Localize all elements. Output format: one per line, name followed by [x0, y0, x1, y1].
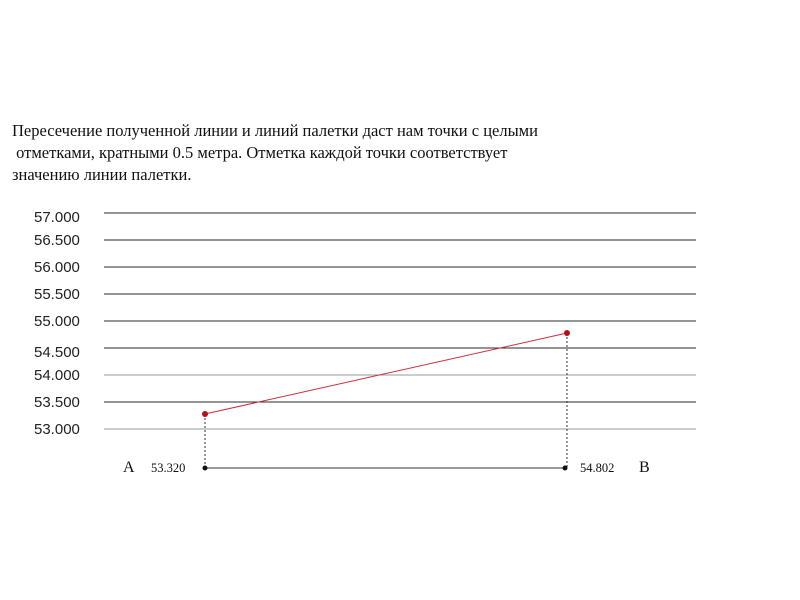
level-label-56000: 56.000	[34, 259, 80, 276]
point-b-value: 54.802	[580, 461, 615, 475]
profile-point-a	[202, 411, 208, 417]
level-label-55500: 55.500	[34, 286, 80, 303]
caption-line-1: Пересечение полученной линии и линий палетки даст нам точки с целыми	[12, 121, 538, 140]
base-point-a	[203, 466, 208, 471]
base-point-b	[563, 466, 568, 471]
level-label-54500: 54.500	[34, 344, 80, 361]
caption-line-2: отметками, кратными 0.5 метра. Отметка каждой точки соответствует	[12, 143, 508, 162]
level-label-55000: 55.000	[34, 313, 80, 330]
profile-point-b	[564, 330, 570, 336]
level-label-53500: 53.500	[34, 394, 80, 411]
point-a-value: 53.320	[151, 461, 186, 475]
level-label-53000: 53.000	[34, 421, 80, 438]
point-a-label: A	[123, 459, 135, 476]
level-label-56500: 56.500	[34, 232, 80, 249]
caption-line-3: значению линии палетки.	[12, 165, 192, 184]
point-b-label: B	[639, 459, 650, 476]
level-label-57000: 57.000	[34, 209, 80, 226]
level-label-54000: 54.000	[34, 367, 80, 384]
